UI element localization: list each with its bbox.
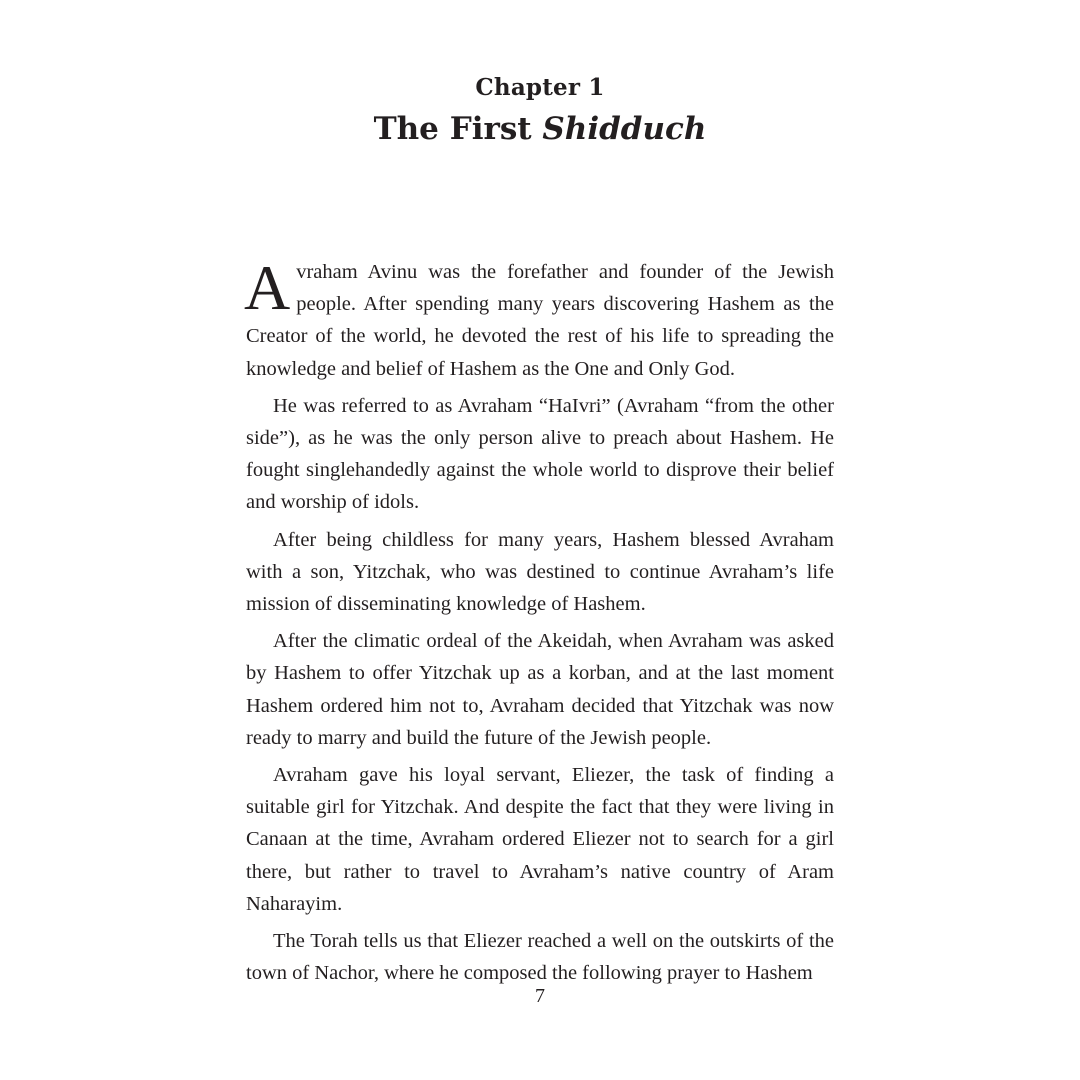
chapter-title <box>0 108 1080 150</box>
paragraph-1-text: vraham Avinu was the forefather and founder of the Jewish people. After spending many years discovering Hashem as the Creator of the world, he devoted the rest of his life to spreading the knowledge and belief of Hashem as the One and Only God. <box>246 261 834 380</box>
paragraph-2: He was referred to as Avraham “HaIvri” (Avraham “from the other side”), as he was the only person alive to preach about Hashem. He fought singlehandedly against the whole world to disprove their belief and worship of idols. <box>246 394 834 514</box>
chapter-label: Chapter 1 <box>475 74 605 101</box>
drop-cap: A <box>244 252 291 323</box>
paragraph-5: Avraham gave his loyal servant, Eliezer, the task of finding a suitable girl for Yitzchak. And despite the fact that they were living in Canaan at the time, Avraham ordered Eliezer not to search for a girl there, but rather to travel to Avraham’s native country of Aram Naharayim. <box>246 764 834 915</box>
page-number: 7 <box>535 985 545 1007</box>
paragraph-6: The Torah tells us that Eliezer reached a well on the outskirts of the town of Nachor, where he composed the following prayer to Hashem <box>246 930 834 985</box>
chapter-body <box>244 252 834 994</box>
chapter-title-italic: Shidduch <box>542 111 707 147</box>
paragraph-4: After the climatic ordeal of the Akeidah, when Avraham was asked by Hashem to offer Yitzchak up as a korban, and at the last moment Hashem ordered him not to, Avraham decided that Yitzchak was now ready to marry and build the future of the Jewish people. <box>246 630 834 749</box>
paragraph-3: After being childless for many years, Hashem blessed Avraham with a son, Yitzchak, who was destined to continue Avraham’s life mission of disseminating knowledge of Hashem. <box>246 528 834 616</box>
chapter-title-plain: The First <box>373 111 543 147</box>
paragraph-1 <box>244 252 834 385</box>
